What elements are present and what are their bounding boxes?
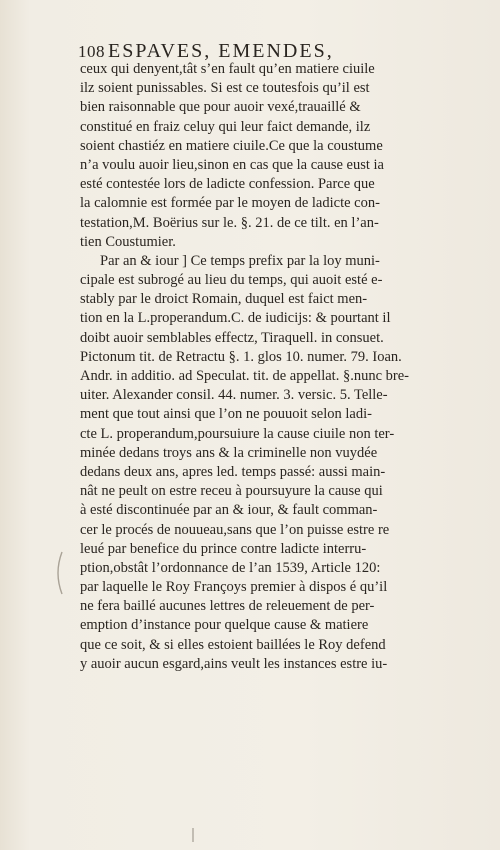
text-line: esté contestée lors de ladicte confession. Parce que xyxy=(80,176,375,193)
text-line: ilz soient punissables. Si est ce toutesfois qu’il est xyxy=(80,80,370,97)
text-line: doibt auoir semblables effectz, Tiraquell. in consuet. xyxy=(80,329,384,346)
text-line: stably par le droict Romain, duquel est faict men- xyxy=(80,291,368,308)
marginal-bracket-mark xyxy=(48,548,68,598)
text-line: uiter. Alexander consil. 44. numer. 3. versic. 5. Telle- xyxy=(80,387,388,404)
text-line: ption,obstât l’ordonnance de l’an 1539, Article 120: xyxy=(80,559,381,576)
text-line: constitué en fraiz celuy qui leur faict demande, ilz xyxy=(80,118,371,135)
text-line: nât ne peult on estre receu à poursuyure la cause qui xyxy=(80,483,383,500)
text-line: emption d’instance pour quelque cause & matiere xyxy=(80,617,369,634)
text-line: minée dedans troys ans & la criminelle non vuydée xyxy=(80,444,378,461)
text-line: ne fera baillé aucunes lettres de releuement de per- xyxy=(80,598,375,615)
bottom-margin-mark xyxy=(190,826,196,844)
text-line: Pictonum tit. de Retractu §. 1. glos 10. numer. 79. Ioan. xyxy=(80,348,402,365)
running-head: ESPAVES, EMENDES, xyxy=(108,40,334,62)
text-line: leué par benefice du prince contre ladicte interru- xyxy=(80,540,367,557)
text-line: y auoir aucun esgard,ains veult les instances estre iu- xyxy=(80,655,388,672)
text-line: cte L. properandum,poursuiure la cause ciuile non ter- xyxy=(80,425,395,442)
text-line: que ce soit, & si elles estoient baillées le Roy defend xyxy=(80,636,386,653)
paragraph-start-line: Par an & iour ] Ce temps prefix par la loy muni- xyxy=(100,252,380,269)
text-line: soient chastiéz en matiere ciuile.Ce que la coustume xyxy=(80,137,383,154)
text-line: testation,M. Boërius sur le. §. 21. de ce tilt. en l’an- xyxy=(80,214,379,231)
text-line: ceux qui denyent,tât s’en fault qu’en matiere ciuile xyxy=(80,61,375,77)
body-text xyxy=(80,60,432,674)
text-line: cipale est subrogé au lieu du temps, qui auoit esté e- xyxy=(80,272,383,289)
text-line: bien raisonnable que pour auoir vexé,trauaillé & xyxy=(80,99,361,116)
text-line: tien Coustumier. xyxy=(80,233,176,250)
text-line: tion en la L.properandum.C. de iudicijs: & pourtant il xyxy=(80,310,391,327)
text-line: à esté discontinuée par an & iour, & fault comman- xyxy=(80,502,378,519)
text-line: ment que tout ainsi que l’on ne pouuoit selon ladi- xyxy=(80,406,372,423)
text-line: Andr. in additio. ad Speculat. tit. de appellat. §.nunc bre- xyxy=(80,368,409,384)
text-line: la calomnie est formée par le moyen de ladicte con- xyxy=(80,195,380,212)
page-number: 108 xyxy=(78,42,105,61)
text-line: dedans deux ans, apres led. temps passé: aussi main- xyxy=(80,463,386,480)
text-line: n’a voulu auoir lieu,sinon en cas que la cause eust ia xyxy=(80,156,384,173)
text-line: par laquelle le Roy Françoys premier à dispos é qu’il xyxy=(80,579,388,596)
text-line: cer le procés de nouueau,sans que l’on puisse estre re xyxy=(80,521,390,538)
